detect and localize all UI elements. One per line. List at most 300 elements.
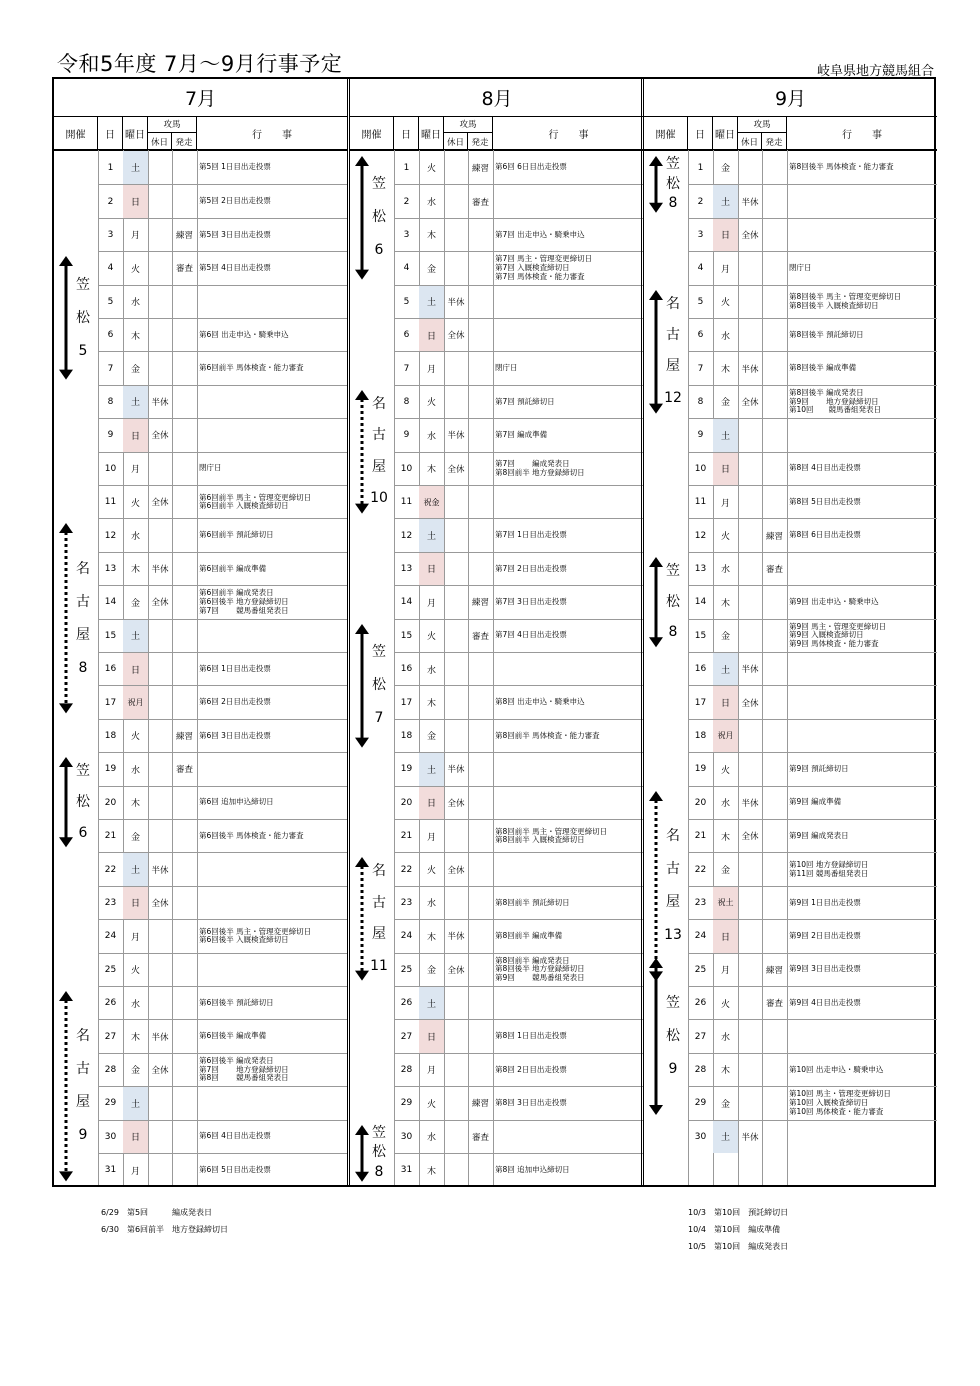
event-cell: 第8回前半 編成準備 bbox=[495, 931, 563, 941]
hassou-cell bbox=[172, 853, 197, 885]
header-kaisai: 開催 bbox=[54, 116, 98, 150]
meeting-label bbox=[658, 155, 688, 214]
day-cell: 7 bbox=[697, 363, 704, 374]
kyujitsu-cell bbox=[148, 1154, 172, 1186]
event-cell: 第8回 追加申込締切日 bbox=[495, 1164, 570, 1174]
event-cell bbox=[493, 653, 646, 685]
meeting-char: 笠 bbox=[372, 176, 386, 193]
hassou-cell: 練習 bbox=[765, 965, 783, 976]
weekday-cell: 木 bbox=[426, 932, 436, 943]
day-row bbox=[688, 418, 937, 451]
kyujitsu-cell bbox=[148, 720, 172, 752]
day-row bbox=[688, 886, 937, 919]
day-row bbox=[394, 351, 644, 384]
day-cell: 27 bbox=[694, 1031, 707, 1042]
event-cell: 第8回前半 馬体検査・能力審査 bbox=[495, 730, 600, 740]
meeting-char: 松 bbox=[666, 593, 680, 610]
event-cell: 第6回 3日目出走投票 bbox=[199, 730, 271, 740]
meeting-char: 古 bbox=[666, 860, 680, 877]
day-cell: 18 bbox=[104, 730, 117, 741]
meeting-char: 11 bbox=[370, 957, 388, 974]
meeting-label bbox=[658, 289, 688, 415]
event-cell: 第8回後半 預託締切日 bbox=[789, 329, 864, 339]
weekday-cell: 土 bbox=[713, 653, 738, 685]
event-cell bbox=[197, 954, 349, 986]
hassou-cell bbox=[468, 519, 493, 551]
note-line: 10/4 第10回 編成準備 bbox=[688, 1225, 781, 1234]
notes-left bbox=[101, 1204, 228, 1238]
meeting-char: 9 bbox=[668, 1060, 678, 1077]
arrow-up-icon bbox=[59, 523, 73, 533]
weekday-cell: 木 bbox=[720, 365, 730, 376]
day-row bbox=[98, 919, 347, 952]
weekday-cell: 土 bbox=[123, 853, 148, 885]
hassou-cell bbox=[172, 486, 197, 518]
hassou-cell: 練習 bbox=[175, 731, 193, 742]
weekday-cell: 日 bbox=[713, 453, 738, 485]
kyujitsu-cell bbox=[148, 954, 172, 986]
event-cell: 第5回 3日目出走投票 bbox=[199, 229, 271, 239]
kyujitsu-cell bbox=[738, 553, 762, 585]
weekday-cell: 火 bbox=[720, 765, 730, 776]
kyujitsu-cell bbox=[738, 1087, 762, 1119]
arrow-up-icon bbox=[649, 791, 663, 801]
header-hassou: 発走 bbox=[172, 133, 197, 150]
day-row bbox=[394, 452, 644, 485]
hassou-cell bbox=[468, 1054, 493, 1086]
weekday-cell: 水 bbox=[130, 298, 140, 309]
meeting-char: 名 bbox=[666, 295, 680, 312]
arrow-down-icon bbox=[59, 704, 73, 714]
note-line: 6/30 第6回前半 地方登録締切日 bbox=[101, 1225, 229, 1234]
day-row bbox=[688, 318, 937, 351]
meeting-char: 笠 bbox=[666, 562, 680, 579]
day-row bbox=[98, 218, 347, 251]
weekday-cell: 月 bbox=[130, 932, 140, 943]
kyujitsu-cell bbox=[444, 553, 468, 585]
event-cell: 第6回前半 編成準備 bbox=[199, 563, 267, 573]
day-row bbox=[98, 1086, 347, 1119]
weekday-cell: 木 bbox=[130, 565, 140, 576]
weekday-cell: 木 bbox=[426, 1166, 436, 1177]
hassou-cell bbox=[468, 1154, 493, 1186]
weekday-cell: 金 bbox=[130, 598, 140, 609]
day-row bbox=[688, 151, 937, 184]
kyujitsu-cell bbox=[148, 787, 172, 819]
event-cell: 第6回 5日目出走投票 bbox=[199, 1164, 271, 1174]
hassou-cell: 審査 bbox=[471, 197, 489, 208]
hassou-cell bbox=[172, 1054, 197, 1086]
meeting-label bbox=[364, 168, 394, 267]
kyujitsu-cell: 半休 bbox=[447, 431, 465, 442]
day-row bbox=[394, 1120, 644, 1153]
hassou-cell bbox=[762, 787, 787, 819]
hassou-cell bbox=[762, 853, 787, 885]
day-row bbox=[688, 1086, 937, 1119]
day-row bbox=[688, 218, 937, 251]
day-cell: 9 bbox=[403, 430, 410, 441]
kyujitsu-cell bbox=[738, 419, 762, 451]
kyujitsu-cell: 全休 bbox=[151, 498, 169, 509]
event-cell: 閉庁日 bbox=[495, 363, 518, 373]
day-row bbox=[98, 752, 347, 785]
hassou-cell bbox=[762, 920, 787, 952]
hassou-cell bbox=[762, 1054, 787, 1086]
day-row bbox=[394, 184, 644, 217]
event-cell: 第9回 預託締切日 bbox=[789, 764, 849, 774]
meeting-char: 笠 bbox=[372, 643, 386, 660]
event-cell: 第8回後半 編成準備 bbox=[789, 363, 857, 373]
day-cell: 22 bbox=[400, 864, 413, 875]
kyujitsu-cell: 半休 bbox=[741, 665, 759, 676]
meeting-char: 名 bbox=[76, 1028, 90, 1045]
hassou-cell bbox=[172, 887, 197, 919]
kyujitsu-cell bbox=[444, 1054, 468, 1086]
event-cell: 第6回 出走申込・騎乗申込 bbox=[199, 329, 289, 339]
hassou-cell: 練習 bbox=[471, 163, 489, 174]
day-row bbox=[394, 719, 644, 752]
day-cell: 29 bbox=[400, 1098, 413, 1109]
day-cell: 8 bbox=[403, 396, 410, 407]
header-events: 行 事 bbox=[252, 129, 292, 141]
weekday-cell: 日 bbox=[713, 686, 738, 718]
hassou-cell bbox=[762, 319, 787, 351]
hassou-cell: 練習 bbox=[471, 1099, 489, 1110]
event-cell: 第7回 編成準備 bbox=[495, 430, 548, 440]
header-kaisai: 開催 bbox=[350, 116, 394, 150]
kyujitsu-cell bbox=[148, 820, 172, 852]
hassou-cell bbox=[468, 419, 493, 451]
weekday-cell: 火 bbox=[426, 632, 436, 643]
day-row bbox=[688, 518, 937, 551]
weekday-cell: 日 bbox=[419, 553, 444, 585]
hassou-cell bbox=[762, 653, 787, 685]
day-cell: 2 bbox=[403, 196, 410, 207]
hassou-cell bbox=[172, 553, 197, 585]
day-row bbox=[98, 485, 347, 518]
weekday-cell: 火 bbox=[720, 298, 730, 309]
meeting-char: 5 bbox=[78, 342, 88, 359]
kyujitsu-cell bbox=[444, 720, 468, 752]
day-row bbox=[394, 251, 644, 284]
event-cell: 第7回 2日目出走投票 bbox=[495, 563, 567, 573]
event-cell: 閉庁日 bbox=[789, 263, 812, 273]
header-events: 行 事 bbox=[548, 129, 589, 141]
kyujitsu-cell bbox=[738, 486, 762, 518]
hassou-cell bbox=[468, 987, 493, 1019]
header-weekday: 曜日 bbox=[419, 116, 444, 150]
meeting-char: 古 bbox=[76, 1061, 90, 1078]
weekday-cell: 土 bbox=[713, 185, 738, 217]
weekday-cell: 月 bbox=[426, 365, 436, 376]
day-cell: 19 bbox=[694, 764, 707, 775]
header-komba: 攻馬 bbox=[738, 116, 787, 133]
kyujitsu-cell bbox=[444, 887, 468, 919]
organization-name: 岐阜県地方競馬組合 bbox=[816, 64, 934, 79]
weekday-cell: 水 bbox=[720, 331, 730, 342]
kyujitsu-cell bbox=[444, 486, 468, 518]
hassou-cell bbox=[172, 319, 197, 351]
day-cell: 17 bbox=[694, 697, 707, 708]
header-day: 日 bbox=[98, 116, 123, 150]
hassou-cell bbox=[172, 987, 197, 1019]
event-cell bbox=[197, 887, 349, 919]
day-cell: 15 bbox=[400, 630, 413, 641]
day-cell: 28 bbox=[694, 1064, 707, 1075]
weekday-cell: 月 bbox=[426, 832, 436, 843]
day-cell: 25 bbox=[400, 964, 413, 975]
day-cell: 26 bbox=[694, 998, 707, 1009]
hassou-cell bbox=[172, 586, 197, 618]
event-cell bbox=[787, 653, 939, 685]
header-hassou: 発走 bbox=[762, 133, 787, 150]
kyujitsu-cell bbox=[444, 653, 468, 685]
day-cell: 21 bbox=[400, 831, 413, 842]
day-row bbox=[394, 485, 644, 518]
day-row bbox=[98, 452, 347, 485]
weekday-cell: 火 bbox=[720, 532, 730, 543]
day-cell: 1 bbox=[697, 162, 704, 173]
meeting-char: 名 bbox=[666, 827, 680, 844]
hassou-cell bbox=[762, 820, 787, 852]
event-cell: 第7回 出走申込・騎乗申込 bbox=[495, 229, 585, 239]
weekday-cell: 火 bbox=[426, 398, 436, 409]
kyujitsu-cell: 半休 bbox=[741, 1132, 759, 1143]
event-cell: 第10回 馬主・管理変更締切日 第10回 入厩検査締切日 第10回 馬体検査・能力審査 bbox=[789, 1089, 891, 1116]
kyujitsu-cell bbox=[738, 1020, 762, 1052]
kyujitsu-cell bbox=[738, 252, 762, 284]
day-cell: 1 bbox=[107, 162, 114, 173]
day-row bbox=[394, 518, 644, 551]
event-cell: 第5回 4日目出走投票 bbox=[199, 263, 271, 273]
hassou-cell bbox=[762, 151, 787, 184]
hassou-cell bbox=[762, 219, 787, 251]
weekday-cell: 水 bbox=[426, 665, 436, 676]
event-cell: 第9回 2日目出走投票 bbox=[789, 931, 861, 941]
event-cell bbox=[787, 419, 939, 451]
day-cell: 24 bbox=[104, 931, 117, 942]
kyujitsu-cell bbox=[444, 620, 468, 652]
kyujitsu-cell: 全休 bbox=[741, 397, 759, 408]
hassou-cell bbox=[762, 486, 787, 518]
weekday-cell: 日 bbox=[123, 185, 148, 217]
kyujitsu-cell bbox=[148, 987, 172, 1019]
page-title: 令和5年度 7月～9月行事予定 bbox=[57, 52, 343, 76]
hassou-cell bbox=[172, 653, 197, 685]
day-row bbox=[98, 251, 347, 284]
day-row bbox=[98, 1153, 347, 1186]
event-cell: 第5回 2日目出走投票 bbox=[199, 196, 271, 206]
day-cell: 21 bbox=[104, 831, 117, 842]
weekday-cell: 火 bbox=[130, 498, 140, 509]
hassou-cell bbox=[172, 519, 197, 551]
day-cell: 12 bbox=[104, 530, 117, 541]
hassou-cell bbox=[172, 151, 197, 184]
weekday-cell: 火 bbox=[426, 1099, 436, 1110]
event-cell bbox=[197, 753, 349, 785]
hassou-cell bbox=[468, 319, 493, 351]
day-row bbox=[98, 852, 347, 885]
day-cell: 30 bbox=[104, 1131, 117, 1142]
day-cell: 13 bbox=[694, 563, 707, 574]
meeting-char: 8 bbox=[668, 624, 678, 641]
weekday-cell: 木 bbox=[720, 1066, 730, 1077]
day-row bbox=[394, 685, 644, 718]
header-weekday: 曜日 bbox=[713, 116, 738, 150]
day-row bbox=[688, 251, 937, 284]
weekday-cell: 土 bbox=[123, 386, 148, 418]
meeting-char: 笠 bbox=[372, 1124, 386, 1141]
weekday-cell: 日 bbox=[419, 319, 444, 351]
day-cell: 19 bbox=[104, 764, 117, 775]
weekday-cell: 木 bbox=[426, 231, 436, 242]
meeting-label bbox=[658, 987, 688, 1086]
day-cell: 26 bbox=[400, 998, 413, 1009]
hassou-cell bbox=[468, 853, 493, 885]
weekday-cell: 金 bbox=[426, 966, 436, 977]
event-cell: 第6回後半 預託締切日 bbox=[199, 997, 274, 1007]
weekday-cell: 金 bbox=[130, 1066, 140, 1077]
meeting-char: 屋 bbox=[666, 358, 680, 375]
day-row bbox=[688, 685, 937, 718]
kyujitsu-cell bbox=[444, 1020, 468, 1052]
weekday-cell: 木 bbox=[426, 465, 436, 476]
weekday-cell: 土 bbox=[419, 753, 444, 785]
event-cell: 第6回 6日目出走投票 bbox=[495, 162, 567, 172]
event-cell: 第10回 出走申込・騎乗申込 bbox=[789, 1064, 884, 1074]
day-cell: 3 bbox=[107, 229, 114, 240]
event-cell: 第7回 預託締切日 bbox=[495, 396, 555, 406]
day-row bbox=[688, 552, 937, 585]
event-cell: 第7回 編成発表日 第8回前半 地方登録締切日 bbox=[495, 459, 585, 477]
hassou-cell bbox=[468, 820, 493, 852]
day-cell: 31 bbox=[400, 1165, 413, 1176]
event-cell bbox=[787, 185, 939, 217]
meeting-label bbox=[364, 1124, 394, 1183]
event-cell: 第9回 編成発表日 bbox=[789, 830, 849, 840]
weekday-cell: 木 bbox=[720, 832, 730, 843]
weekday-cell: 火 bbox=[720, 999, 730, 1010]
hassou-cell bbox=[172, 286, 197, 318]
notes-right bbox=[688, 1204, 788, 1255]
day-row bbox=[98, 585, 347, 618]
day-cell: 24 bbox=[694, 931, 707, 942]
header-komba: 攻馬 bbox=[444, 116, 493, 133]
weekday-cell: 土 bbox=[713, 1121, 738, 1153]
kyujitsu-cell bbox=[148, 920, 172, 952]
header-kyujitsu: 休日 bbox=[444, 133, 468, 150]
event-cell bbox=[493, 1121, 646, 1153]
day-cell: 31 bbox=[104, 1165, 117, 1176]
kyujitsu-cell bbox=[148, 453, 172, 485]
hassou-cell bbox=[468, 1020, 493, 1052]
event-cell: 第8回後半 編成発表日 第9回 地方登録締切日 第10回 競馬番組発表日 bbox=[789, 388, 882, 415]
day-row bbox=[688, 986, 937, 1019]
hassou-cell bbox=[172, 419, 197, 451]
hassou-cell bbox=[468, 386, 493, 418]
kyujitsu-cell: 全休 bbox=[447, 331, 465, 342]
kyujitsu-cell bbox=[444, 519, 468, 551]
day-row bbox=[394, 752, 644, 785]
meeting-char: 松 bbox=[666, 175, 680, 192]
month-header: 9月 bbox=[644, 79, 937, 117]
day-row bbox=[98, 351, 347, 384]
kyujitsu-cell: 半休 bbox=[741, 798, 759, 809]
day-row bbox=[688, 719, 937, 752]
hassou-cell bbox=[468, 720, 493, 752]
weekday-cell: 金 bbox=[130, 365, 140, 376]
kyujitsu-cell: 全休 bbox=[151, 598, 169, 609]
day-cell: 18 bbox=[400, 730, 413, 741]
day-cell: 18 bbox=[694, 730, 707, 741]
event-cell: 第6回後半 編成発表日 第7回 地方登録締切日 第8回 競馬番組発表日 bbox=[199, 1056, 289, 1083]
day-cell: 29 bbox=[104, 1098, 117, 1109]
day-cell: 15 bbox=[104, 630, 117, 641]
meeting-label bbox=[364, 389, 394, 515]
hassou-cell bbox=[172, 352, 197, 384]
hassou-cell bbox=[762, 720, 787, 752]
day-cell: 23 bbox=[694, 897, 707, 908]
event-cell bbox=[197, 419, 349, 451]
kyujitsu-cell bbox=[148, 686, 172, 718]
day-row bbox=[688, 385, 937, 418]
weekday-cell: 日 bbox=[419, 1020, 444, 1052]
meeting-char: 6 bbox=[374, 242, 384, 259]
event-cell: 第9回 編成準備 bbox=[789, 797, 842, 807]
day-cell: 27 bbox=[400, 1031, 413, 1042]
kyujitsu-cell bbox=[444, 252, 468, 284]
meeting-label bbox=[68, 553, 98, 685]
day-cell: 22 bbox=[104, 864, 117, 875]
kyujitsu-cell bbox=[444, 151, 468, 184]
weekday-cell: 水 bbox=[426, 899, 436, 910]
day-row bbox=[98, 719, 347, 752]
kyujitsu-cell bbox=[148, 352, 172, 384]
weekday-cell: 水 bbox=[130, 765, 140, 776]
day-row bbox=[688, 452, 937, 485]
day-row bbox=[98, 418, 347, 451]
kyujitsu-cell bbox=[444, 820, 468, 852]
event-cell bbox=[493, 753, 646, 785]
kyujitsu-cell bbox=[738, 319, 762, 351]
header-hassou: 発走 bbox=[468, 133, 493, 150]
weekday-cell: 水 bbox=[426, 1133, 436, 1144]
day-row bbox=[394, 819, 644, 852]
day-cell: 20 bbox=[104, 797, 117, 808]
header-kaisai: 開催 bbox=[644, 116, 688, 150]
meeting-label bbox=[68, 269, 98, 368]
day-cell: 19 bbox=[400, 764, 413, 775]
hassou-cell bbox=[172, 1020, 197, 1052]
hassou-cell bbox=[762, 352, 787, 384]
weekday-cell: 日 bbox=[419, 787, 444, 819]
kyujitsu-cell bbox=[738, 987, 762, 1019]
day-cell: 5 bbox=[107, 296, 114, 307]
event-cell: 第6回前半 預託締切日 bbox=[199, 530, 274, 540]
hassou-cell bbox=[172, 1154, 197, 1186]
day-row bbox=[98, 685, 347, 718]
kyujitsu-cell bbox=[148, 653, 172, 685]
kyujitsu-cell bbox=[738, 1054, 762, 1086]
day-cell: 29 bbox=[694, 1098, 707, 1109]
day-cell: 3 bbox=[697, 229, 704, 240]
day-cell: 6 bbox=[403, 330, 410, 341]
kyujitsu-cell bbox=[148, 1121, 172, 1153]
event-cell bbox=[493, 853, 646, 885]
note-line: 10/3 第10回 預託締切日 bbox=[688, 1208, 789, 1217]
meeting-char: 名 bbox=[76, 560, 90, 577]
weekday-cell: 月 bbox=[130, 231, 140, 242]
